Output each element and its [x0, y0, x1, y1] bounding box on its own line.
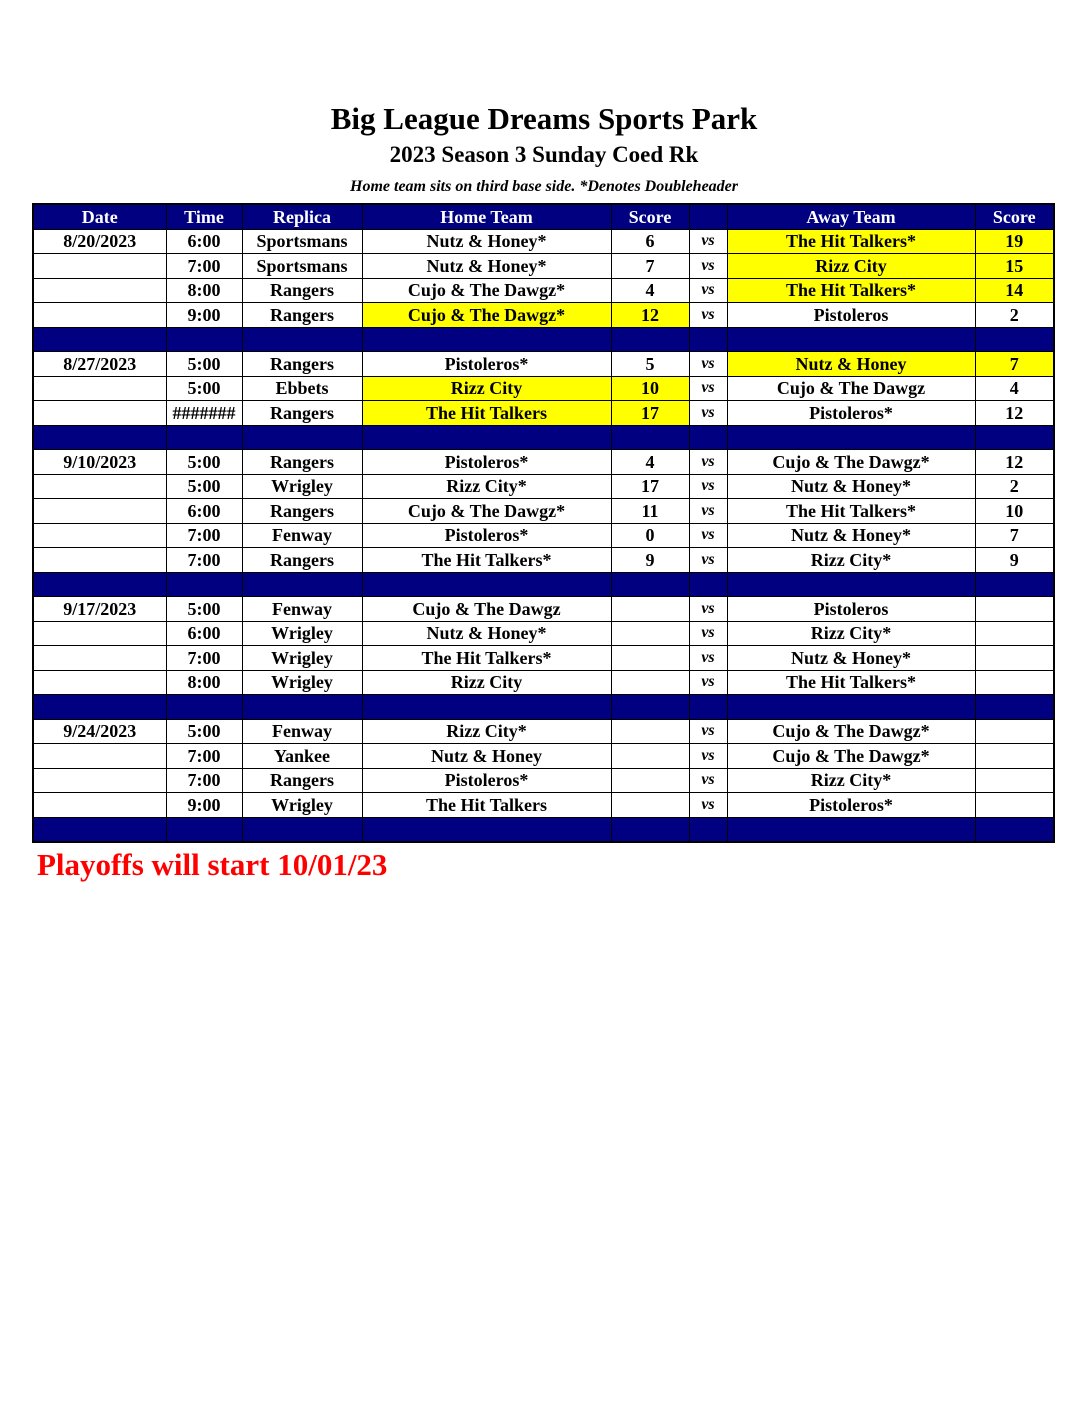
home-team: Cujo & The Dawgz* — [362, 499, 611, 524]
game-row — [33, 646, 1054, 671]
game-time: 7:00 — [166, 744, 242, 769]
separator-row — [33, 572, 1054, 597]
separator-cell — [689, 425, 727, 450]
game-field: Wrigley — [242, 670, 362, 695]
game-time: 5:00 — [166, 352, 242, 377]
separator-cell — [166, 327, 242, 352]
home-team: Nutz & Honey* — [362, 621, 611, 646]
game-time: 7:00 — [166, 548, 242, 573]
away-score: 19 — [975, 229, 1054, 254]
separator-cell — [242, 572, 362, 597]
away-score: 2 — [975, 474, 1054, 499]
vs-label: vs — [689, 670, 727, 695]
away-team: Nutz & Honey — [727, 352, 975, 377]
home-team: Rizz City* — [362, 474, 611, 499]
game-date — [33, 376, 166, 401]
game-date: 8/27/2023 — [33, 352, 166, 377]
game-time: 5:00 — [166, 474, 242, 499]
separator-cell — [611, 425, 689, 450]
header-home-team: Home Team — [362, 204, 611, 229]
game-row — [33, 768, 1054, 793]
header-replica: Replica — [242, 204, 362, 229]
home-score: 7 — [611, 254, 689, 279]
separator-cell — [689, 572, 727, 597]
home-team: Nutz & Honey* — [362, 229, 611, 254]
vs-label: vs — [689, 744, 727, 769]
separator-cell — [975, 817, 1054, 842]
game-field: Rangers — [242, 352, 362, 377]
home-score — [611, 719, 689, 744]
game-time: 7:00 — [166, 254, 242, 279]
vs-label: vs — [689, 401, 727, 426]
separator-cell — [611, 817, 689, 842]
separator-cell — [242, 327, 362, 352]
separator-row — [33, 695, 1054, 720]
game-time: 5:00 — [166, 376, 242, 401]
vs-label: vs — [689, 646, 727, 671]
away-score — [975, 646, 1054, 671]
away-team: The Hit Talkers* — [727, 278, 975, 303]
away-team: Rizz City* — [727, 548, 975, 573]
home-team: Pistoleros* — [362, 450, 611, 475]
vs-label: vs — [689, 523, 727, 548]
separator-cell — [166, 695, 242, 720]
away-team: Pistoleros — [727, 303, 975, 328]
vs-label: vs — [689, 352, 727, 377]
home-score: 4 — [611, 450, 689, 475]
schedule-body — [33, 229, 1054, 842]
game-date — [33, 278, 166, 303]
game-field: Wrigley — [242, 621, 362, 646]
away-score: 14 — [975, 278, 1054, 303]
game-row — [33, 744, 1054, 769]
home-team: Rizz City* — [362, 719, 611, 744]
separator-cell — [727, 327, 975, 352]
game-date — [33, 646, 166, 671]
game-field: Rangers — [242, 450, 362, 475]
away-score — [975, 597, 1054, 622]
home-team: Nutz & Honey* — [362, 254, 611, 279]
vs-label: vs — [689, 474, 727, 499]
game-row — [33, 401, 1054, 426]
away-score — [975, 793, 1054, 818]
separator-cell — [242, 425, 362, 450]
vs-label: vs — [689, 597, 727, 622]
game-field: Rangers — [242, 499, 362, 524]
home-team: The Hit Talkers — [362, 401, 611, 426]
game-time: 5:00 — [166, 597, 242, 622]
away-score: 12 — [975, 401, 1054, 426]
home-team: The Hit Talkers* — [362, 646, 611, 671]
away-score — [975, 768, 1054, 793]
game-date: 9/10/2023 — [33, 450, 166, 475]
header-date: Date — [33, 204, 166, 229]
away-team: Nutz & Honey* — [727, 646, 975, 671]
game-row — [33, 793, 1054, 818]
away-score: 9 — [975, 548, 1054, 573]
game-row — [33, 548, 1054, 573]
away-team: Rizz City* — [727, 621, 975, 646]
vs-label: vs — [689, 793, 727, 818]
game-row — [33, 523, 1054, 548]
home-score — [611, 621, 689, 646]
away-score — [975, 621, 1054, 646]
separator-cell — [727, 572, 975, 597]
game-date — [33, 401, 166, 426]
separator-cell — [727, 817, 975, 842]
game-field: Rangers — [242, 303, 362, 328]
game-time: 8:00 — [166, 670, 242, 695]
header-away-team: Away Team — [727, 204, 975, 229]
schedule-table — [32, 203, 1055, 843]
separator-cell — [611, 572, 689, 597]
home-score: 4 — [611, 278, 689, 303]
game-field: Fenway — [242, 597, 362, 622]
vs-label: vs — [689, 499, 727, 524]
separator-cell — [362, 327, 611, 352]
game-time: 5:00 — [166, 450, 242, 475]
home-score: 6 — [611, 229, 689, 254]
game-date — [33, 499, 166, 524]
home-score: 11 — [611, 499, 689, 524]
home-team: Nutz & Honey — [362, 744, 611, 769]
game-time: 8:00 — [166, 278, 242, 303]
game-date: 9/17/2023 — [33, 597, 166, 622]
game-field: Wrigley — [242, 646, 362, 671]
game-row — [33, 474, 1054, 499]
separator-cell — [33, 572, 166, 597]
separator-cell — [166, 425, 242, 450]
home-team: Cujo & The Dawgz — [362, 597, 611, 622]
home-team: Pistoleros* — [362, 352, 611, 377]
away-score: 12 — [975, 450, 1054, 475]
home-score — [611, 768, 689, 793]
game-time: 7:00 — [166, 646, 242, 671]
away-team: Nutz & Honey* — [727, 474, 975, 499]
away-score — [975, 719, 1054, 744]
home-score: 17 — [611, 401, 689, 426]
separator-cell — [975, 327, 1054, 352]
separator-cell — [611, 327, 689, 352]
vs-label: vs — [689, 254, 727, 279]
separator-row — [33, 817, 1054, 842]
separator-cell — [975, 572, 1054, 597]
vs-label: vs — [689, 621, 727, 646]
vs-label: vs — [689, 768, 727, 793]
away-team: Cujo & The Dawgz* — [727, 744, 975, 769]
home-team: Pistoleros* — [362, 523, 611, 548]
separator-cell — [975, 695, 1054, 720]
away-team: The Hit Talkers* — [727, 229, 975, 254]
vs-label: vs — [689, 548, 727, 573]
away-team: Nutz & Honey* — [727, 523, 975, 548]
separator-cell — [33, 817, 166, 842]
away-team: Pistoleros — [727, 597, 975, 622]
away-score: 7 — [975, 523, 1054, 548]
home-score: 0 — [611, 523, 689, 548]
away-score: 2 — [975, 303, 1054, 328]
vs-label: vs — [689, 278, 727, 303]
home-team-note: Home team sits on third base side. *Denotes Doubleheader — [350, 178, 738, 195]
game-date — [33, 303, 166, 328]
separator-cell — [362, 695, 611, 720]
home-score: 5 — [611, 352, 689, 377]
game-date — [33, 744, 166, 769]
game-time: 9:00 — [166, 793, 242, 818]
away-team: The Hit Talkers* — [727, 670, 975, 695]
game-time: 6:00 — [166, 621, 242, 646]
game-date — [33, 768, 166, 793]
separator-cell — [727, 695, 975, 720]
away-score: 7 — [975, 352, 1054, 377]
separator-cell — [689, 817, 727, 842]
game-date — [33, 548, 166, 573]
away-team: Cujo & The Dawgz* — [727, 719, 975, 744]
separator-cell — [33, 327, 166, 352]
separator-cell — [242, 695, 362, 720]
home-score: 9 — [611, 548, 689, 573]
game-time: 7:00 — [166, 768, 242, 793]
game-field: Wrigley — [242, 474, 362, 499]
game-row — [33, 499, 1054, 524]
game-time: 6:00 — [166, 229, 242, 254]
header-home-score: Score — [611, 204, 689, 229]
game-row — [33, 229, 1054, 254]
away-score — [975, 744, 1054, 769]
home-score — [611, 597, 689, 622]
playoffs-notice: Playoffs will start 10/01/23 — [37, 847, 388, 882]
game-field: Yankee — [242, 744, 362, 769]
home-team: Pistoleros* — [362, 768, 611, 793]
game-field: Sportsmans — [242, 254, 362, 279]
home-score: 10 — [611, 376, 689, 401]
game-date: 9/24/2023 — [33, 719, 166, 744]
game-time: 7:00 — [166, 523, 242, 548]
separator-cell — [611, 695, 689, 720]
away-team: Pistoleros* — [727, 401, 975, 426]
game-row — [33, 621, 1054, 646]
game-row — [33, 450, 1054, 475]
header-away-score: Score — [975, 204, 1054, 229]
game-row — [33, 376, 1054, 401]
game-time: 6:00 — [166, 499, 242, 524]
separator-cell — [166, 572, 242, 597]
home-team: Cujo & The Dawgz* — [362, 303, 611, 328]
separator-cell — [689, 327, 727, 352]
home-score — [611, 646, 689, 671]
game-time: 9:00 — [166, 303, 242, 328]
separator-cell — [689, 695, 727, 720]
game-date: 8/20/2023 — [33, 229, 166, 254]
home-score — [611, 793, 689, 818]
game-date — [33, 254, 166, 279]
separator-cell — [362, 572, 611, 597]
game-date — [33, 523, 166, 548]
vs-label: vs — [689, 719, 727, 744]
separator-cell — [33, 695, 166, 720]
game-row — [33, 352, 1054, 377]
vs-label: vs — [689, 303, 727, 328]
table-header-row — [33, 204, 1054, 229]
away-team: Rizz City — [727, 254, 975, 279]
header-vs — [689, 204, 727, 229]
game-field: Sportsmans — [242, 229, 362, 254]
vs-label: vs — [689, 229, 727, 254]
separator-cell — [362, 817, 611, 842]
game-field: Ebbets — [242, 376, 362, 401]
home-score: 12 — [611, 303, 689, 328]
away-score: 4 — [975, 376, 1054, 401]
separator-cell — [727, 425, 975, 450]
game-date — [33, 793, 166, 818]
game-field: Wrigley — [242, 793, 362, 818]
game-date — [33, 621, 166, 646]
page-subtitle: 2023 Season 3 Sunday Coed Rk — [389, 142, 699, 167]
game-row — [33, 254, 1054, 279]
home-team: Cujo & The Dawgz* — [362, 278, 611, 303]
vs-label: vs — [689, 450, 727, 475]
separator-cell — [362, 425, 611, 450]
home-score — [611, 670, 689, 695]
separator-cell — [33, 425, 166, 450]
game-field: Rangers — [242, 548, 362, 573]
game-field: Fenway — [242, 523, 362, 548]
game-time: ####### — [166, 401, 242, 426]
separator-row — [33, 425, 1054, 450]
separator-cell — [975, 425, 1054, 450]
away-team: The Hit Talkers* — [727, 499, 975, 524]
away-team: Cujo & The Dawgz* — [727, 450, 975, 475]
vs-label: vs — [689, 376, 727, 401]
game-field: Rangers — [242, 768, 362, 793]
game-row — [33, 597, 1054, 622]
game-time: 5:00 — [166, 719, 242, 744]
separator-row — [33, 327, 1054, 352]
game-field: Rangers — [242, 401, 362, 426]
away-score: 10 — [975, 499, 1054, 524]
home-score — [611, 744, 689, 769]
home-team: Rizz City — [362, 376, 611, 401]
away-team: Pistoleros* — [727, 793, 975, 818]
away-score — [975, 670, 1054, 695]
separator-cell — [242, 817, 362, 842]
home-score: 17 — [611, 474, 689, 499]
home-team: The Hit Talkers — [362, 793, 611, 818]
game-field: Rangers — [242, 278, 362, 303]
away-team: Rizz City* — [727, 768, 975, 793]
game-row — [33, 303, 1054, 328]
game-date — [33, 474, 166, 499]
game-row — [33, 719, 1054, 744]
game-row — [33, 278, 1054, 303]
separator-cell — [166, 817, 242, 842]
game-field: Fenway — [242, 719, 362, 744]
game-date — [33, 670, 166, 695]
home-team: Rizz City — [362, 670, 611, 695]
header-time: Time — [166, 204, 242, 229]
game-row — [33, 670, 1054, 695]
home-team: The Hit Talkers* — [362, 548, 611, 573]
away-team: Cujo & The Dawgz — [727, 376, 975, 401]
page-title: Big League Dreams Sports Park — [330, 101, 758, 136]
away-score: 15 — [975, 254, 1054, 279]
